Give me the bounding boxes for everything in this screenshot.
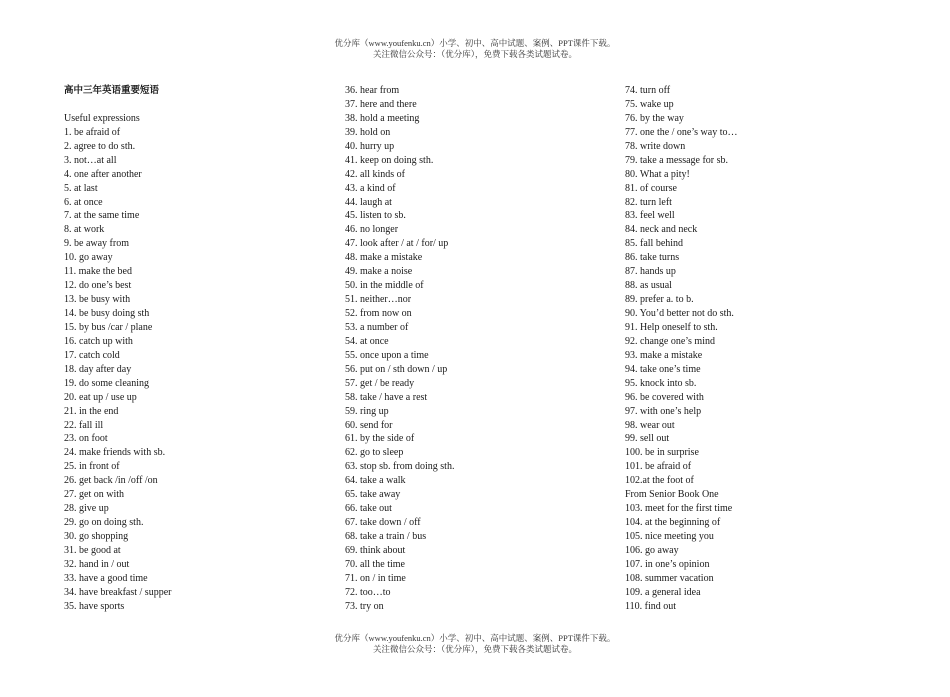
header-line-2: 关注微信公众号：（优分库），免费下载各类试题试卷。 (372, 48, 577, 59)
phrase-item: 8. at work (64, 224, 105, 236)
section-heading: Useful expressions (64, 112, 140, 124)
phrase-item: 1. be afraid of (64, 126, 121, 138)
phrase-item: 39. hold on (345, 126, 391, 138)
phrase-item: 60. send for (345, 419, 393, 431)
phrase-item: 88. as usual (625, 280, 672, 292)
phrase-item: 71. on / in time (345, 572, 406, 584)
phrase-item: 92. change one’s mind (625, 335, 715, 347)
phrase-item: 107. in one’s opinion (625, 558, 710, 570)
phrase-item: 46. no longer (345, 224, 399, 236)
phrase-item: 84. neck and neck (625, 224, 698, 236)
phrase-item: 62. go to sleep (345, 447, 404, 459)
phrase-item: 109. a general idea (625, 586, 701, 598)
phrase-item: 85. fall behind (625, 238, 684, 250)
phrase-item: 69. think about (345, 544, 406, 556)
phrase-item: 59. ring up (345, 405, 389, 417)
header-line-1: 优分库（www.youfenku.cn）小学、初中、高中试题、案例、PPT课件下载。 (334, 38, 616, 48)
phrase-item: 106. go away (625, 544, 679, 556)
phrase-item: 86. take turns (625, 252, 680, 264)
phrase-item: 54. at once (345, 335, 389, 347)
phrase-item: 22. fall ill (64, 419, 104, 431)
phrase-item: 95. knock into sb. (625, 377, 697, 389)
phrase-item: 6. at once (64, 196, 103, 208)
page-footer (0, 633, 950, 654)
phrase-item: 103. meet for the first time (625, 503, 733, 515)
phrase-item: 24. make friends with sb. (64, 447, 166, 459)
phrase-item: 35. have sports (64, 600, 125, 612)
phrase-item: 17. catch cold (64, 349, 120, 361)
phrase-item: 2. agree to do sth. (64, 140, 136, 152)
phrase-item: 105. nice meeting you (625, 531, 714, 542)
phrase-item: 38. hold a meeting (345, 112, 420, 124)
phrase-item: 101. be afraid of (625, 461, 692, 473)
phrase-item: 97. with one’s help (625, 405, 702, 417)
phrase-item: 55. once upon a time (345, 349, 429, 361)
phrase-item: 100. be in surprise (625, 447, 699, 459)
phrase-item: 23. on foot (64, 433, 108, 445)
phrase-item: 76. by the way (625, 112, 684, 124)
document-title: 高中三年英语重要短语 (64, 85, 160, 96)
phrase-item: 30. go shopping (64, 531, 129, 542)
phrase-item: 99. sell out (625, 433, 670, 445)
phrase-item: 41. keep on doing sth. (345, 154, 434, 166)
phrase-item: 11. make the bed (64, 266, 132, 278)
phrase-item: 87. hands up (625, 266, 676, 278)
phrase-item: 79. take a message for sb. (625, 154, 729, 166)
column-1-list (64, 126, 171, 614)
phrase-item: 75. wake up (625, 98, 674, 110)
phrase-item: 52. from now on (345, 308, 412, 319)
column-2-list (345, 84, 454, 614)
phrase-item: 10. go away (64, 252, 113, 264)
phrase-item: 96. be covered with (625, 391, 704, 403)
phrase-item: 110. find out (625, 600, 677, 612)
phrase-item: 64. take a walk (345, 475, 406, 487)
phrase-item: 70. all the time (345, 558, 405, 570)
phrase-item: 21. in the end (64, 405, 119, 417)
phrase-item: 18. day after day (64, 363, 132, 375)
phrase-item: 32. hand in / out (64, 558, 130, 570)
phrase-item: 40. hurry up (345, 140, 395, 152)
phrase-item: 94. take one’s time (625, 363, 701, 375)
phrase-item: 36. hear from (345, 85, 400, 96)
phrase-item: 50. in the middle of (345, 280, 424, 292)
phrase-item: 27. get on with (64, 489, 124, 501)
phrase-item: 9. be away from (64, 238, 129, 250)
spacer (64, 98, 171, 112)
phrase-item: 13. be busy with (64, 294, 131, 306)
phrase-item: 19. do some cleaning (64, 377, 149, 389)
phrase-item: 82. turn left (625, 196, 672, 208)
phrase-item: 37. here and there (345, 98, 417, 110)
phrase-item: 56. put on / sth down / up (345, 363, 448, 375)
phrase-item: 57. get / be ready (345, 377, 415, 389)
phrase-item: 61. by the side of (345, 433, 415, 445)
phrase-item: 108. summer vacation (625, 572, 714, 584)
phrase-item: 5. at last (64, 182, 98, 194)
phrase-item: 7. at the same time (64, 210, 140, 222)
phrase-item: 20. eat up / use up (64, 391, 137, 403)
phrase-item: 3. not…at all (64, 154, 117, 166)
phrase-item: 58. take / have a rest (345, 391, 428, 403)
phrase-item: 66. take out (345, 503, 392, 515)
phrase-item: 47. look after / at / for/ up (345, 238, 449, 250)
phrase-item: 73. try on (345, 600, 384, 612)
phrase-item: 28. give up (64, 503, 109, 515)
phrase-item: 49. make a noise (345, 266, 413, 278)
phrase-item: 65. take away (345, 489, 401, 501)
phrase-item: 12. do one’s best (64, 280, 132, 292)
phrase-item: 98. wear out (625, 419, 675, 431)
footer-line-2: 关注微信公众号：（优分库），免费下载各类试题试卷。 (372, 643, 577, 654)
phrase-item: 90. You’d better not do sth. (625, 308, 734, 319)
footer-line-1: 优分库（www.youfenku.cn）小学、初中、高中试题、案例、PPT课件下载。 (334, 633, 616, 643)
phrase-item: 68. take a train / bus (345, 531, 427, 542)
phrase-item: 63. stop sb. from doing sth. (345, 461, 455, 473)
phrase-item: 44. laugh at (345, 196, 392, 208)
phrase-item: 93. make a mistake (625, 349, 703, 361)
phrase-item: 102.at the foot of (625, 475, 694, 487)
phrase-column-3 (625, 84, 737, 614)
phrase-item: 72. too…to (345, 586, 391, 598)
phrase-item: 53. a number of (345, 321, 409, 333)
phrase-item: 29. go on doing sth. (64, 517, 144, 529)
phrase-item: 91. Help oneself to sth. (625, 321, 718, 333)
column-3-list (625, 84, 737, 614)
phrase-item: 80. What a pity! (625, 168, 690, 180)
phrase-item: 14. be busy doing sth (64, 308, 150, 319)
phrase-column-2 (345, 84, 454, 614)
phrase-item: 45. listen to sb. (345, 210, 406, 222)
phrase-item: 15. by bus /car / plane (64, 321, 153, 333)
phrase-item: From Senior Book One (625, 489, 719, 501)
phrase-item: 48. make a mistake (345, 252, 423, 264)
phrase-item: 78. write down (625, 140, 686, 152)
phrase-item: 4. one after another (64, 168, 142, 180)
phrase-item: 77. one the / one’s way to… (625, 126, 738, 138)
phrase-item: 26. get back /in /off /on (64, 475, 158, 487)
phrase-item: 33. have a good time (64, 572, 148, 584)
phrase-item: 51. neither…nor (345, 294, 412, 306)
phrase-item: 83. feel well (625, 210, 675, 222)
phrase-item: 31. be good at (64, 544, 121, 556)
phrase-item: 74. turn off (625, 85, 671, 96)
phrase-item: 81. of course (625, 182, 677, 194)
phrase-item: 43. a kind of (345, 182, 396, 194)
phrase-item: 16. catch up with (64, 335, 133, 347)
page-header (0, 38, 950, 59)
phrase-item: 104. at the beginning of (625, 517, 721, 529)
phrase-item: 89. prefer a. to b. (625, 294, 694, 306)
phrase-item: 42. all kinds of (345, 168, 405, 180)
phrase-item: 67. take down / off (345, 517, 421, 529)
phrase-item: 34. have breakfast / supper (64, 586, 172, 598)
phrase-column-1 (64, 84, 171, 614)
phrase-item: 25. in front of (64, 461, 120, 473)
